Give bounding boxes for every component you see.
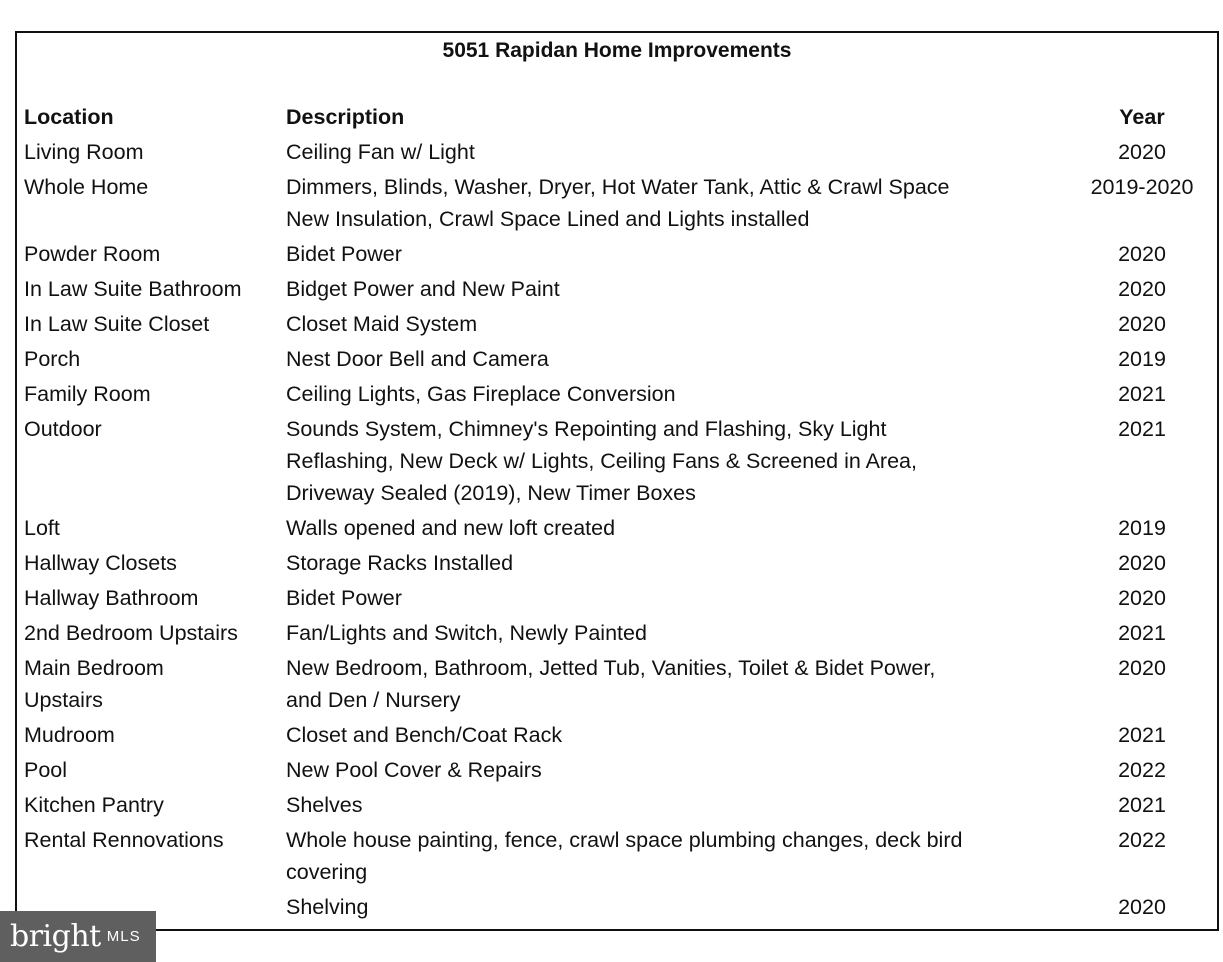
row-year: 2019-2020 — [1090, 175, 1194, 199]
row-year: 2022 — [1118, 758, 1166, 782]
row-description: Ceiling Fan w/ Light — [286, 140, 475, 164]
row-description: Sounds System, Chimney's Repointing and Flashing, Sky Light — [286, 417, 887, 441]
row-description: Fan/Lights and Switch, Newly Painted — [286, 621, 647, 645]
row-year: 2021 — [1118, 723, 1166, 747]
row-location: 2nd Bedroom Upstairs — [24, 621, 238, 645]
row-year: 2020 — [1118, 586, 1166, 610]
row-year: 2020 — [1118, 242, 1166, 266]
row-year: 2021 — [1118, 793, 1166, 817]
row-description: New Pool Cover & Repairs — [286, 758, 542, 782]
row-location: Outdoor — [24, 417, 102, 441]
row-description: Whole house painting, fence, crawl space plumbing changes, deck bird — [286, 828, 963, 852]
row-description: Reflashing, New Deck w/ Lights, Ceiling Fans & Screened in Area, — [286, 449, 917, 473]
row-location: In Law Suite Closet — [24, 312, 210, 336]
row-description: Nest Door Bell and Camera — [286, 347, 549, 371]
row-location: Whole Home — [24, 175, 149, 199]
watermark-suffix: MLS — [106, 928, 141, 945]
row-description: Closet and Bench/Coat Rack — [286, 723, 563, 747]
table-title: 5051 Rapidan Home Improvements — [442, 39, 792, 62]
bright-mls-watermark — [0, 911, 156, 962]
row-description: Shelves — [286, 793, 363, 817]
row-year: 2021 — [1118, 621, 1166, 645]
row-year: 2022 — [1118, 828, 1166, 852]
watermark-brand: bright — [10, 919, 101, 954]
row-description: and Den / Nursery — [286, 688, 461, 712]
row-year: 2020 — [1118, 895, 1166, 919]
header-description: Description — [286, 105, 405, 129]
row-description: Bidet Power — [286, 242, 402, 266]
row-year: 2019 — [1118, 347, 1166, 371]
row-year: 2020 — [1118, 140, 1166, 164]
row-description: Dimmers, Blinds, Washer, Dryer, Hot Water Tank, Attic & Crawl Space — [286, 175, 950, 199]
row-location: Mudroom — [24, 723, 115, 747]
row-location: Kitchen Pantry — [24, 793, 164, 817]
row-location: Main Bedroom — [24, 656, 164, 680]
row-year: 2020 — [1118, 312, 1166, 336]
row-year: 2021 — [1118, 417, 1166, 441]
row-description: Walls opened and new loft created — [286, 516, 616, 540]
row-location: Family Room — [24, 382, 151, 406]
row-year: 2020 — [1118, 277, 1166, 301]
row-location: Powder Room — [24, 242, 161, 266]
row-description: Closet Maid System — [286, 312, 478, 336]
row-description: New Bedroom, Bathroom, Jetted Tub, Vanities, Toilet & Bidet Power, — [286, 656, 936, 680]
row-location: Pool — [24, 758, 68, 782]
row-location: In Law Suite Bathroom — [24, 277, 242, 301]
row-location: Upstairs — [24, 688, 103, 712]
row-location: Porch — [24, 347, 81, 371]
row-location: Rental Rennovations — [24, 828, 224, 852]
header-location: Location — [24, 105, 114, 129]
row-description: New Insulation, Crawl Space Lined and Lights installed — [286, 207, 810, 231]
row-description: Bidet Power — [286, 586, 402, 610]
row-year: 2019 — [1118, 516, 1166, 540]
row-description: Bidget Power and New Paint — [286, 277, 560, 301]
row-year: 2021 — [1118, 382, 1166, 406]
row-year: 2020 — [1118, 551, 1166, 575]
row-location: Hallway Closets — [24, 551, 177, 575]
header-year: Year — [1119, 105, 1165, 129]
row-year: 2020 — [1118, 656, 1166, 680]
row-description: Ceiling Lights, Gas Fireplace Conversion — [286, 382, 676, 406]
row-description: Shelving — [286, 895, 369, 919]
improvements-table — [15, 31, 1219, 931]
row-location: Living Room — [24, 140, 144, 164]
row-description: Storage Racks Installed — [286, 551, 514, 575]
row-description: covering — [286, 860, 368, 884]
row-location: Loft — [24, 516, 60, 540]
row-description: Driveway Sealed (2019), New Timer Boxes — [286, 481, 696, 505]
row-location: Hallway Bathroom — [24, 586, 199, 610]
